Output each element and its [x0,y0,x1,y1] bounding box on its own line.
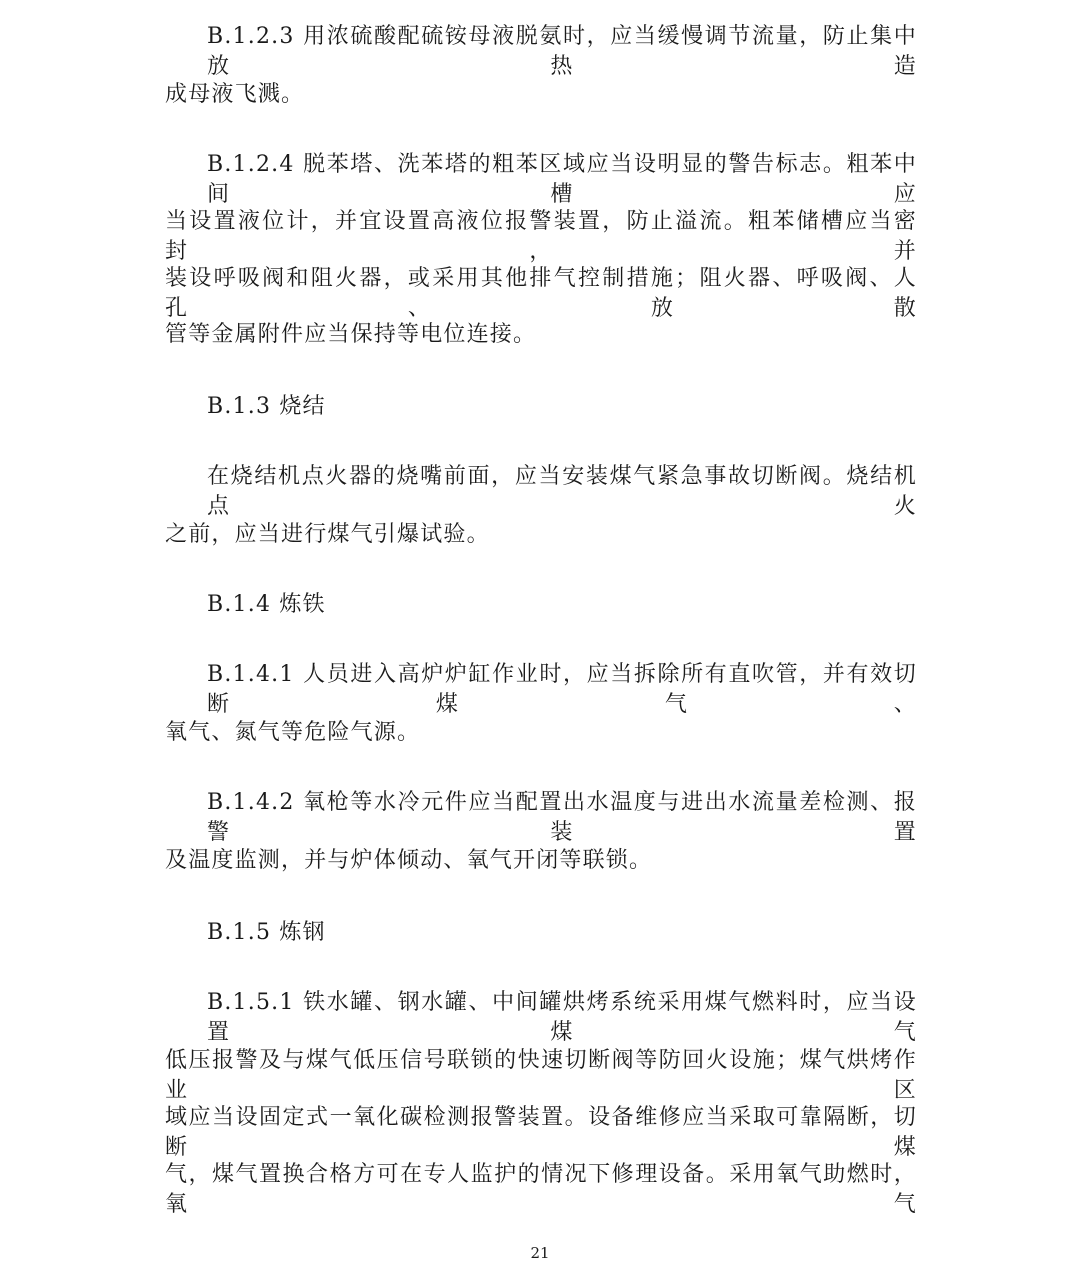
page-number: 21 [530,1244,550,1262]
text-line: 当设置液位计，并宜设置高液位报警装置，防止溢流。粗苯储槽应当密封，并 [165,209,917,264]
text-line: B.1.4.1 人员进入高炉炉缸作业时，应当拆除所有直吹管，并有效切断煤气、 [207,662,917,717]
text-line: 之前，应当进行煤气引爆试验。 [165,522,490,547]
text-line: 成母液飞溅。 [165,82,305,107]
section-heading: B.1.4 炼铁 [207,592,326,617]
text-line: B.1.2.4 脱苯塔、洗苯塔的粗苯区域应当设明显的警告标志。粗苯中间槽应 [207,152,917,207]
text-line: B.1.4.2 氧枪等水冷元件应当配置出水温度与进出水流量差检测、报警装置 [207,790,917,845]
text-line: 装设呼吸阀和阻火器，或采用其他排气控制措施；阻火器、呼吸阀、人孔、放散 [165,266,917,321]
section-heading: B.1.3 烧结 [207,394,326,419]
section-heading: B.1.5 炼钢 [207,920,326,945]
text-line: 域应当设固定式一氧化碳检测报警装置。设备维修应当采取可靠隔断，切断煤 [165,1105,917,1160]
text-line: 低压报警及与煤气低压信号联锁的快速切断阀等防回火设施；煤气烘烤作业区 [165,1048,917,1103]
text-line: B.1.2.3 用浓硫酸配硫铵母液脱氨时，应当缓慢调节流量，防止集中放热造 [207,24,917,79]
text-line: 气，煤气置换合格方可在专人监护的情况下修理设备。采用氧气助燃时，氧气 [165,1162,917,1217]
text-line: 及温度监测，并与炉体倾动、氧气开闭等联锁。 [165,848,653,873]
text-line: 氧气、氮气等危险气源。 [165,720,421,745]
text-line: 在烧结机点火器的烧嘴前面，应当安装煤气紧急事故切断阀。烧结机点火 [207,464,917,519]
text-line: B.1.5.1 铁水罐、钢水罐、中间罐烘烤系统采用煤气燃料时，应当设置煤气 [207,990,917,1045]
text-line: 管等金属附件应当保持等电位连接。 [165,322,537,347]
